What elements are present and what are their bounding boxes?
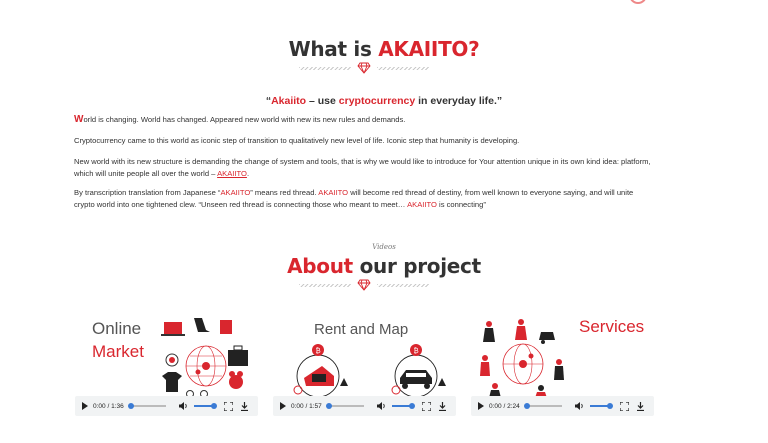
what-is-title: What is AKAIITO? — [288, 37, 480, 61]
audio-player-2[interactable] — [273, 396, 456, 416]
player-time: 0:00 / 1:36 — [93, 402, 124, 410]
progress-slider[interactable] — [130, 405, 166, 407]
rent-and-map-illustration — [288, 342, 448, 398]
volume-slider[interactable] — [392, 405, 412, 407]
paragraph-4: By transcription translation from Japanese “AKAIITO” means red thread. AKAIITO will become red thread of destiny, from well known to everyone saying, and will unite crypto world into one tightened clew. “Unseen red thread is connecting those who meant to meet… AKAIITO is connecting” — [74, 188, 634, 209]
fullscreen-icon[interactable] — [224, 402, 233, 411]
caption-market: Market — [92, 342, 144, 361]
player-time: 0:00 / 1:57 — [291, 402, 322, 410]
volume-icon[interactable] — [178, 401, 188, 411]
svg-text:₿: ₿ — [413, 347, 419, 355]
player-time: 0:00 / 2:24 — [489, 402, 520, 410]
play-icon[interactable] — [280, 402, 286, 410]
tagline: “Akaiito – use cryptocurrency in everyday life.” — [265, 95, 503, 107]
caption-rent-and-map: Rent and Map — [314, 321, 409, 338]
globe-network-icon — [503, 344, 543, 384]
about-divider — [299, 279, 429, 291]
progress-slider[interactable] — [526, 405, 562, 407]
volume-icon[interactable] — [574, 401, 584, 411]
globe-network-icon — [186, 346, 226, 386]
fullscreen-icon[interactable] — [422, 402, 431, 411]
download-icon[interactable] — [636, 402, 645, 411]
volume-slider[interactable] — [194, 405, 214, 407]
svg-text:₿: ₿ — [315, 347, 321, 355]
fullscreen-icon[interactable] — [620, 402, 629, 411]
audio-player-3[interactable] — [471, 396, 654, 416]
download-icon[interactable] — [240, 402, 249, 411]
online-market-illustration — [158, 314, 258, 398]
download-icon[interactable] — [438, 402, 447, 411]
about-title: About our project — [287, 254, 481, 278]
paragraph-3: New world with its new structure is demanding the change of system and tools, that is why we would like to introduce for Your attention unique in its own kind idea: platform, which will unite people all over the world – AKAIITO. — [74, 157, 651, 178]
akaiito-link[interactable]: AKAIITO — [217, 168, 247, 178]
partial-circle-icon — [629, 0, 647, 4]
play-icon[interactable] — [82, 402, 88, 410]
paragraph-1: World is changing. World has changed. Appeared new world with new its new rules and demands. — [74, 114, 406, 125]
gem-icon — [357, 62, 371, 74]
volume-slider[interactable] — [590, 405, 610, 407]
audio-player-1[interactable] — [75, 396, 258, 416]
title-divider — [299, 62, 429, 74]
volume-icon[interactable] — [376, 401, 386, 411]
caption-services: Services — [579, 317, 645, 336]
caption-online: Online — [92, 319, 142, 338]
services-illustration — [477, 314, 577, 398]
gem-icon — [357, 279, 371, 291]
paragraph-2: Cryptocurrency came to this world as iconic step of transition to qualitatively new level of life. Iconic step that humanity is developing. — [74, 136, 520, 145]
play-icon[interactable] — [478, 402, 484, 410]
progress-slider[interactable] — [328, 405, 364, 407]
videos-kicker: Videos — [372, 243, 396, 251]
